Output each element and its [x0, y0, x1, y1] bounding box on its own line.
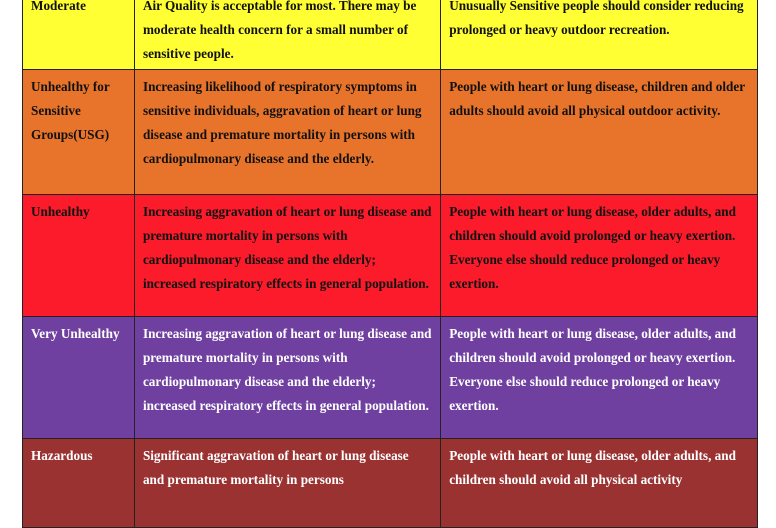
health-effects-cell: Increasing aggravation of heart or lung disease and premature mortality in persons with cardiopulmonary disease and the elderly; increased respiratory effects in general population. — [134, 317, 440, 439]
table-row-moderate — [23, 0, 758, 70]
table-row-usg — [23, 70, 758, 195]
cautionary-statement-cell: People with heart or lung disease, older adults, and children should avoid prolonged or heavy exertion. Everyone else should reduce prolonged or heavy exertion. — [441, 317, 758, 439]
cautionary-statement-cell: Unusually Sensitive people should consider reducing prolonged or heavy outdoor recreation. — [441, 0, 758, 70]
table-row-very-unhealthy — [23, 317, 758, 439]
category-cell: Very Unhealthy — [23, 317, 135, 439]
category-cell: Moderate — [23, 0, 135, 70]
table-row-unhealthy — [23, 195, 758, 317]
air-quality-table — [22, 0, 758, 528]
cautionary-statement-cell: People with heart or lung disease, older adults, and children should avoid all physical activity — [441, 439, 758, 528]
table-row-hazardous — [23, 439, 758, 528]
category-cell: Unhealthy — [23, 195, 135, 317]
health-effects-cell: Significant aggravation of heart or lung disease and premature mortality in persons — [134, 439, 440, 528]
cautionary-statement-cell: People with heart or lung disease, older adults, and children should avoid prolonged or heavy exertion. Everyone else should reduce prolonged or heavy exertion. — [441, 195, 758, 317]
category-cell: Unhealthy for Sensitive Groups(USG) — [23, 70, 135, 195]
health-effects-cell: Increasing likelihood of respiratory symptoms in sensitive individuals, aggravation of heart or lung disease and premature mortality in persons with cardiopulmonary disease and the elderly. — [134, 70, 440, 195]
health-effects-cell: Increasing aggravation of heart or lung disease and premature mortality in persons with cardiopulmonary disease and the elderly; increased respiratory effects in general population. — [134, 195, 440, 317]
category-cell: Hazardous — [23, 439, 135, 528]
cautionary-statement-cell: People with heart or lung disease, children and older adults should avoid all physical outdoor activity. — [441, 70, 758, 195]
health-effects-cell: Air Quality is acceptable for most. There may be moderate health concern for a small number of sensitive people. — [134, 0, 440, 70]
